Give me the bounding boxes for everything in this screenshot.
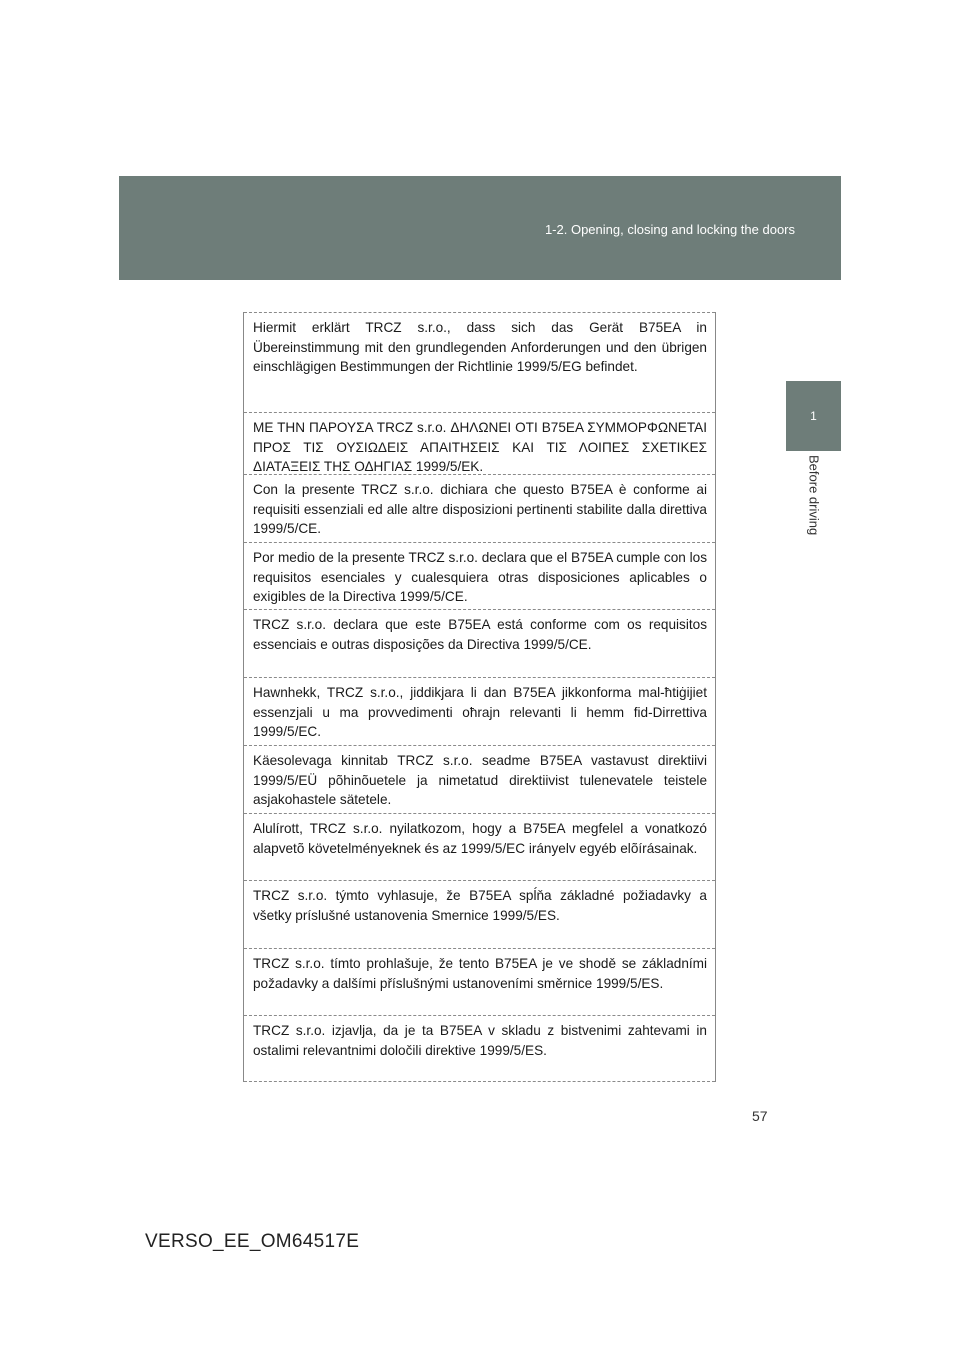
declaration-german: Hiermit erklärt TRCZ s.r.o., dass sich das Gerät B75EA in Übereinstimmung mit den grundlegenden Anforderungen und den übrigen einschlägigen Bestimmungen der Richtlinie 1999/5/EG befindet. bbox=[244, 312, 715, 377]
declaration-hungarian: Alulírott, TRCZ s.r.o. nyilatkozom, hogy a B75EA megfelel a vonatkozó alapvetõ követelményeknek és az 1999/5/EC irányelv egyéb elõírásainak. bbox=[244, 813, 715, 858]
declaration-slovak: TRCZ s.r.o. týmto vyhlasuje, že B75EA spĺňa základné požiadavky a všetky príslušné ustanovenia Smernice 1999/5/ES. bbox=[244, 880, 715, 925]
declaration-estonian: Käesolevaga kinnitab TRCZ s.r.o. seadme B75EA vastavust direktiivi 1999/5/EÜ põhinõuetele ja nimetatud direktiivist tulenevatele teistele asjakohastele sätetele. bbox=[244, 745, 715, 810]
declaration-czech: TRCZ s.r.o. tímto prohlašuje, že tento B75EA je ve shodě se základními požadavky a dalšími příslušnými ustanoveními směrnice 1999/5/ES. bbox=[244, 948, 715, 993]
chapter-label-container bbox=[786, 451, 841, 561]
chapter-number: 1 bbox=[810, 409, 817, 423]
section-title: 1-2. Opening, closing and locking the doors bbox=[544, 222, 795, 237]
chapter-label: Before driving bbox=[806, 455, 821, 536]
declaration-greek: ΜΕ ΤΗΝ ΠΑΡΟΥΣΑ TRCZ s.r.o. ΔΗΛΩΝΕΙ ΟΤΙ B75EA ΣΥΜΜΟΡΦΩΝΕΤΑΙ ΠΡΟΣ ΤΙΣ ΟΥΣΙΩΔΕΙΣ ΑΠΑΙΤΗΣΕΙΣ ΚΑΙ ΤΙΣ ΛΟΙΠΕΣ ΣΧΕΤΙΚΕΣ ΔΙΑΤΑΞΕΙΣ ΤΗΣ ΟΔΗΓΙΑΣ 1999/5/ΕΚ. bbox=[244, 412, 715, 477]
declaration-box-bottom-border bbox=[244, 1081, 715, 1082]
document-code: VERSO_EE_OM64517E bbox=[145, 1231, 360, 1252]
declaration-slovenian: TRCZ s.r.o. izjavlja, da je ta B75EA v skladu z bistvenimi zahtevami in ostalimi relevantnimi določili direktive 1999/5/ES. bbox=[244, 1015, 715, 1060]
declaration-portuguese: TRCZ s.r.o. declara que este B75EA está conforme com os requisitos essenciais e outras disposições da Directiva 1999/5/CE. bbox=[244, 609, 715, 654]
declaration-maltese: Hawnhekk, TRCZ s.r.o., jiddikjara li dan B75EA jikkonforma mal-ħtiġijiet essenzjali u ma provvedimenti oħrajn relevanti li hemm fid-Dirrettiva 1999/5/EC. bbox=[244, 677, 715, 742]
declaration-italian: Con la presente TRCZ s.r.o. dichiara che questo B75EA è conforme ai requisiti essenziali ed alle altre disposizioni pertinenti stabilite dalla direttiva 1999/5/CE. bbox=[244, 474, 715, 539]
section-header bbox=[119, 176, 841, 280]
declaration-spanish: Por medio de la presente TRCZ s.r.o. declara que el B75EA cumple con los requisitos esenciales y cualesquiera otras disposiciones aplicables o exigibles de la Directiva 1999/5/CE. bbox=[244, 542, 715, 607]
declaration-box bbox=[243, 312, 716, 1082]
page-number: 57 bbox=[752, 1108, 768, 1124]
chapter-tab bbox=[786, 381, 841, 451]
